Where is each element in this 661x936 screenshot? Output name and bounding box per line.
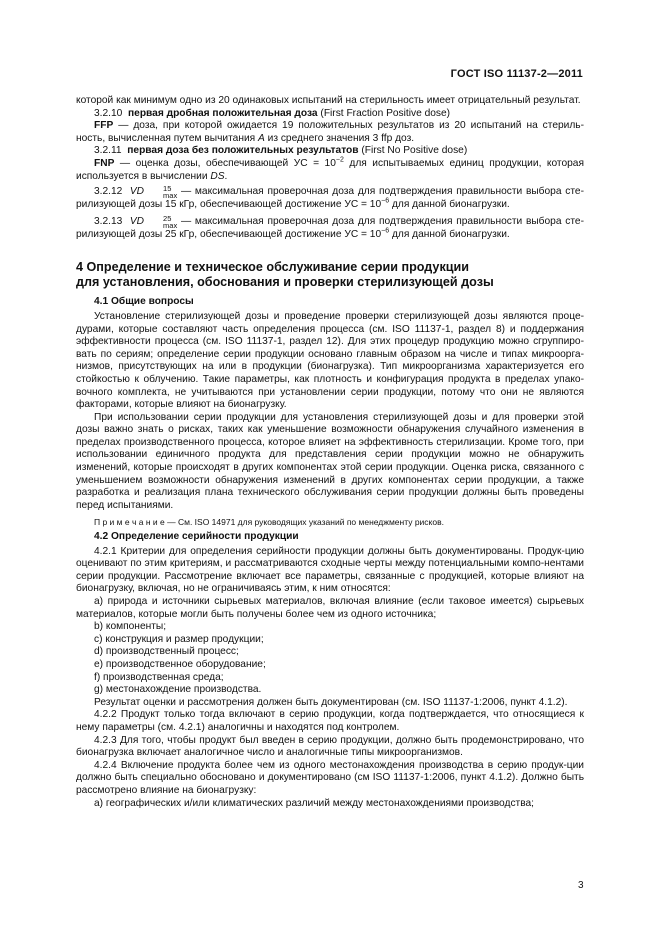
clause-4-2-4: 4.2.4 Включение продукта более чем из одного местонахождения производства в серию продук-ции должно быть специально обосновано и документировано (см ISO 11137-1:2006, пункт 4.1.2). Должно быть рассмотрено влияние на бионагрузку: — [76, 759, 584, 796]
section-4-1-paragraph-2: При использовании серии продукции для установления стерилизующей дозы и для проверки этой дозы важно знать о рисках, таких как уменьшение возможности обнаружения случайного изменения в пределах производственного процесса, которое влияет на эффективность стерилизации. Кроме того, при использовании единичного продукта для представления серии продукции можно не обнаружить изменений, которые происходят в других компонентах этой серии продукции. Оценка риска, связанного с уменьшением возможности обнаружения изменений в других компонентах серии продукции, а также разработка и реализация плана технического обслуживания серии продукции должны быть проведены перед испытаниями. — [76, 411, 584, 511]
definition-ffp: FFP — доза, при которой ожидается 19 положительных результатов из 20 испытаний на стериль-ность, вычисленная путем вычитания A из среднего значения 3 ffp доз. — [76, 120, 584, 144]
definition-3-2-12: 3.2.12 VD 15 max — максимальная проверочная доза для подтверждения правильности выбора сте-рилизующей дозы 15 кГр, обеспечивающей достижение УС = $10^{-6}$ для данной бионагрузки. — [76, 184, 584, 211]
list-item-e: e) производственное оборудование; — [94, 658, 266, 670]
definition-fnp: FNP — оценка дозы, обеспечивающей УС = $10^{-2}$ для испытываемых единиц продукции, которая используется в вычислении DS. — [76, 156, 584, 182]
list-item-b: b) компоненты; — [94, 621, 167, 633]
list-item-f: f) производственная среда; — [94, 671, 224, 683]
definition-3-2-13: 3.2.13 VD 25 max — максимальная проверочная доза для подтверждения правильности выбора сте-рилизующей дозы 25 кГр, обеспечивающей достижение УС = $10^{-6}$ для данной бионагрузки. — [76, 213, 584, 240]
section-4-1-heading: 4.1 Общие вопросы — [94, 296, 194, 308]
section-4-title-line2: для установления, обоснования и проверки стерилизующей дозы — [76, 275, 494, 290]
page-body — [76, 95, 584, 810]
clause-4-2-3: 4.2.3 Для того, чтобы продукт был введен в серию продукции, должно быть продемонстрировано, что бионагрузка включает аналогичное число и аналогичные типы микроорганизмов. — [76, 734, 584, 759]
section-4-heading — [76, 260, 584, 290]
list-item-d: d) производственный процесс; — [94, 646, 239, 658]
section-4-1-note: П р и м е ч а н и е — См. ISO 14971 для руководящих указаний по менеджменту рисков. — [94, 517, 444, 528]
definition-3-2-11: 3.2.11 первая доза без положительных результатов (First No Positive dose) — [94, 145, 468, 157]
list-item-g: g) местонахождение производства. — [94, 684, 262, 696]
paragraph-continuation: которой как минимум одно из 20 одинаковых испытаний на стерильность имеет отрицательный результат. — [76, 95, 581, 106]
clause-4-2-4-item-a: a) географических и/или климатических различий между местонахождениями производства; — [94, 797, 534, 809]
section-4-1-paragraph-1: Установление стерилизующей дозы и проведение проверки стерилизующей дозы являются проце-дурами, которые составляют часть определения процесса (см. ISO 11137-1, раздел 8) и поддержания эффективности процесса (см. ISO 11137-1, раздел 12). Для этих процедур продукцию можно сгруппиро-вать по сериям; определение серии продукции основано главным образом на числе и типах микроорга-низмов, присутствующих на или в продукции (бионагрузка). Тип микроорганизма характеризуется его стойкостью к облучению. Такие параметры, как плотность и конфигурация продукта в пределах упако-вочного комплекта, не учитываются при установлении серии продукции, потому что они не являются факторами, которые влияют на бионагрузку. — [76, 310, 584, 411]
definition-3-2-10: 3.2.10 первая дробная положительная доза (First Fraction Positive dose) — [94, 107, 451, 119]
section-4-2-heading: 4.2 Определение серийности продукции — [94, 531, 299, 543]
page-number: 3 — [578, 880, 584, 891]
clause-4-2-1-result: Результат оценки и рассмотрения должен быть документирован (см. ISO 11137-1:2006, пункт 4.1.2). — [94, 696, 568, 708]
clause-4-2-2: 4.2.2 Продукт только тогда включают в серию продукции, когда подтверждается, что относящиеся к нему параметры (см. 4.2.1) аналогичны и находятся под контролем. — [76, 709, 584, 733]
list-item-a: a) природа и источники сырьевых материалов, включая влияние (если таковое имеется) сырьевых материалов, которые могли быть получены более чем из одного источника; — [76, 596, 584, 620]
clause-4-2-1: 4.2.1 Критерии для определения серийности продукции должны быть документированы. Продук-цию оценивают по этим критериям, и рассматриваются сходные черты между потенциальными компо-нентами серии продукции. Рассмотрение включает все параметры, связанные с продукцией, которые влияют на бионагрузку, включая, но не ограничиваясь этим, к ним относятся: — [76, 545, 584, 595]
list-item-c: c) конструкция и размер продукции; — [94, 633, 264, 645]
section-4-title-line1: 4 Определение и техническое обслуживание серии продукции — [76, 260, 469, 275]
document-header: ГОСТ ISO 11137-2—2011 — [450, 68, 583, 80]
